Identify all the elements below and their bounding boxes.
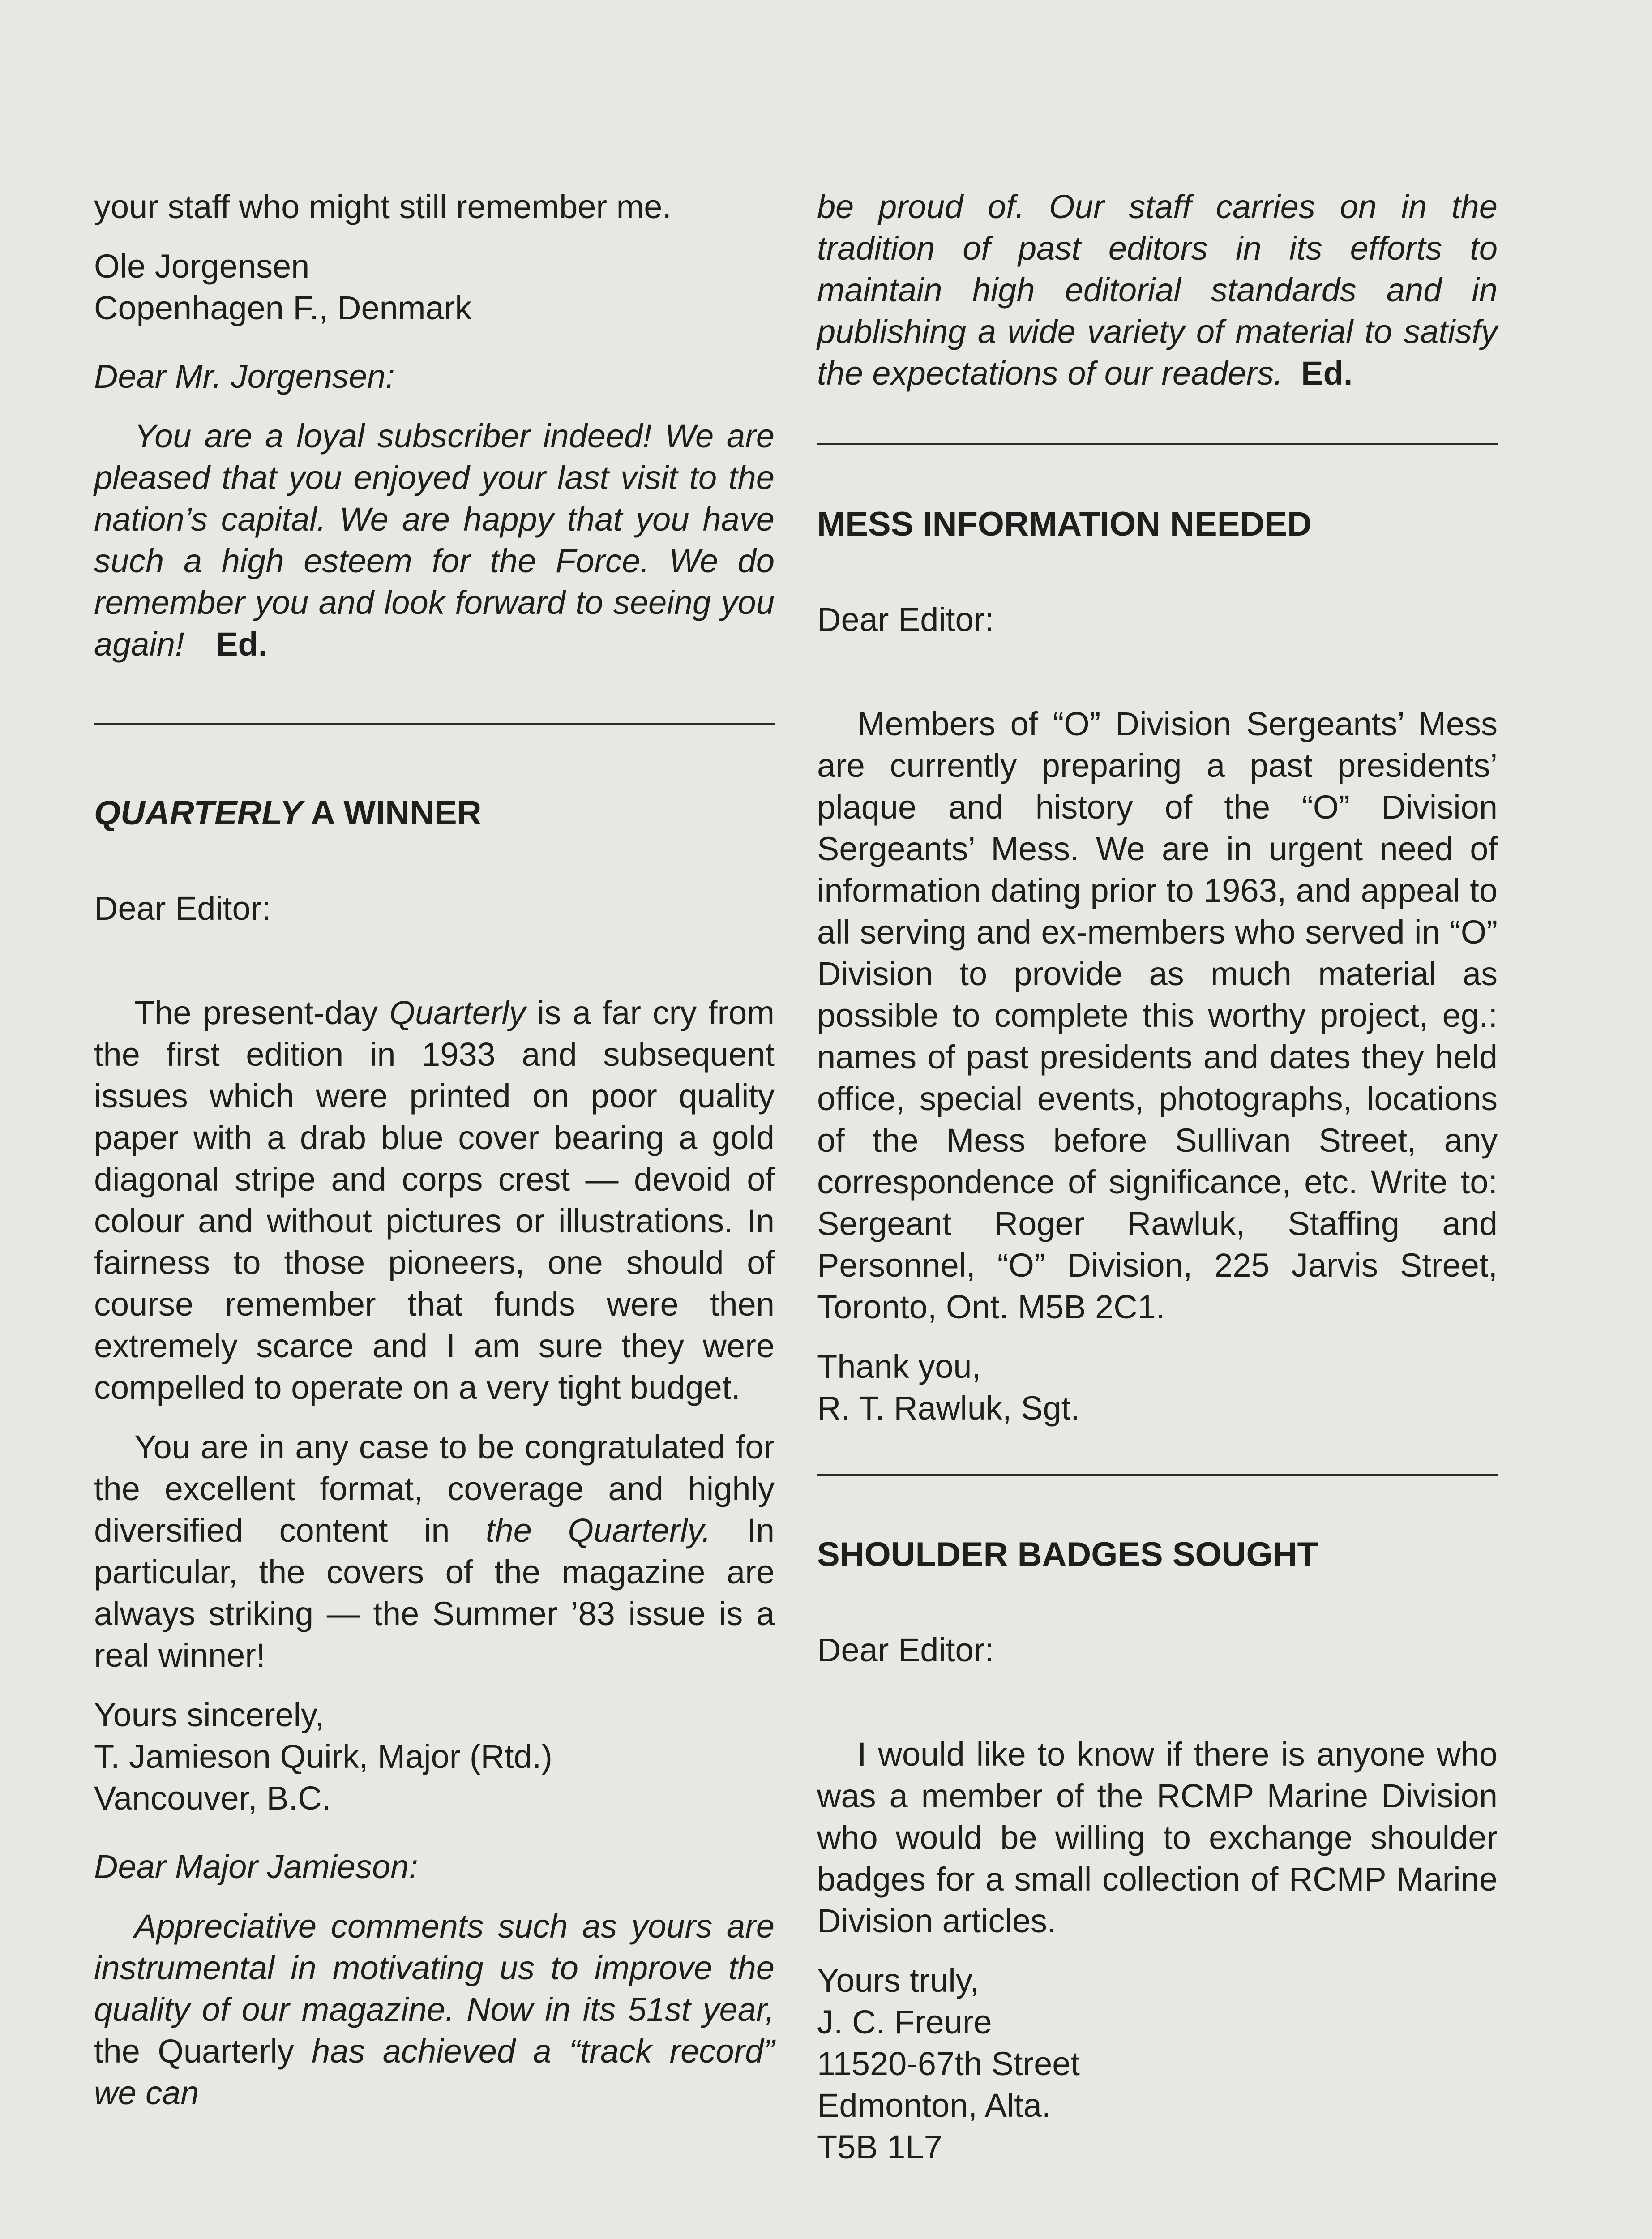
letter-signature-freure: Yours truly, J. C. Freure 11520-67th Street Edmonton, Alta. T5B 1L7 bbox=[817, 1962, 1080, 2166]
letter-paragraph: I would like to know if there is anyone who was a member of the RCMP Marine Division who would be willing to exchange shoulder badges for a small collection of RCMP Marine Division articles. bbox=[817, 1736, 1498, 1939]
letter-continuation: your staff who might still remember me. bbox=[94, 188, 672, 225]
editor-reply-jamieson: Appreciative comments such as yours are instrumental in motivating us to improve the quality of our magazine. Now in its 51st year, the Quarterly has achieved a “track record” we can bbox=[94, 1908, 775, 2111]
right-column bbox=[817, 186, 1498, 2186]
section-heading-mess-information: MESS INFORMATION NEEDED bbox=[817, 505, 1312, 543]
editor-reply-jorgensen: You are a loyal subscriber indeed! We are pleased that you enjoyed your last visit to the nation’s capital. We are happy that you have such a high esteem for the Force. We do remember you and look forward to seeing you again! Ed. bbox=[94, 417, 775, 663]
letter-signature-rawluk: Thank you, R. T. Rawluk, Sgt. bbox=[817, 1348, 1080, 1427]
letter-paragraph: The present-day Quarterly is a far cry from the first edition in 1933 and subsequent issues which were printed on poor quality paper with a drab blue cover bearing a gold diagonal stripe and corps crest — devoid of colour and without pictures or illustrations. In fairness to those pioneers, one should of course remember that funds were then extremely scarce and I am sure they were compelled to operate on a very tight budget. bbox=[94, 994, 775, 1406]
letter-signature-quirk: Yours sincerely, T. Jamieson Quirk, Major (Rtd.) Vancouver, B.C. bbox=[94, 1696, 552, 1817]
editor-salutation-jorgensen: Dear Mr. Jorgensen: bbox=[94, 358, 395, 395]
section-divider bbox=[817, 1474, 1498, 1476]
editor-salutation-jamieson: Dear Major Jamieson: bbox=[94, 1848, 418, 1885]
left-column bbox=[94, 186, 775, 2132]
section-divider bbox=[817, 443, 1498, 445]
letter-signature-jorgensen: Ole Jorgensen Copenhagen F., Denmark bbox=[94, 248, 472, 326]
letter-salutation: Dear Editor: bbox=[817, 601, 994, 638]
letter-paragraph: You are in any case to be congratulated for the excellent format, coverage and highly diversified content in the Quarterly. In particular, the covers of the magazine are always striking — the Summer ’83 issue is a real winner! bbox=[94, 1428, 775, 1674]
letter-salutation: Dear Editor: bbox=[94, 890, 271, 927]
section-heading-shoulder-badges: SHOULDER BADGES SOUGHT bbox=[817, 1536, 1318, 1574]
letter-paragraph: Members of “O” Division Sergeants’ Mess are currently preparing a past presidents’ plaque and history of the “O” Division Sergeants’ Mess. We are in urgent need of information dating prior to 1963, and appeal to all serving and ex-members who served in “O” Division to provide as much material as possible to complete this worthy project, eg.: names of past presidents and dates they held office, special events, photographs, locations of the Mess before Sullivan Street, any correspondence of significance, etc. Write to: Sergeant Roger Rawluk, Staffing and Personnel, “O” Division, 225 Jarvis Street, Toronto, Ont. M5B 2C1. bbox=[817, 705, 1498, 1325]
section-heading-quarterly-winner: QUARTERLY A WINNER bbox=[94, 794, 482, 832]
letter-salutation: Dear Editor: bbox=[817, 1631, 994, 1669]
section-divider bbox=[94, 723, 775, 725]
editor-reply-continuation: be proud of. Our staff carries on in the tradition of past editors in its efforts to maintain high editorial standards and in publishing a wide variety of material to satisfy the expectations of our readers. Ed. bbox=[817, 188, 1498, 392]
